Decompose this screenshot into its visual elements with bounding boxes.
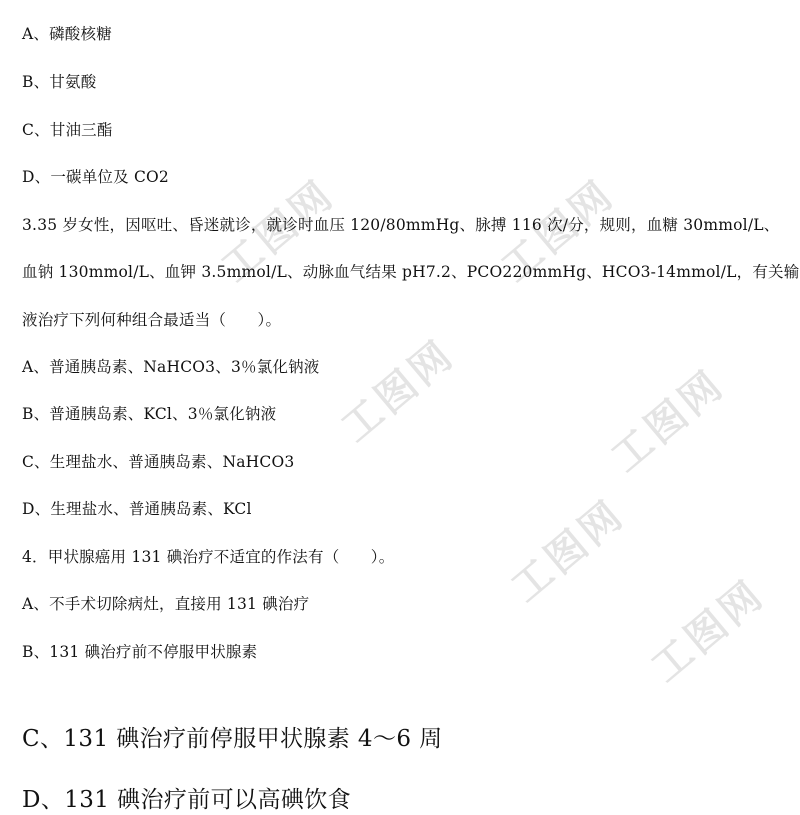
option-c: C、甘油三酯 (22, 121, 113, 139)
watermark: 工图网 (502, 491, 634, 612)
option-d: D、一碳单位及 CO2 (22, 168, 169, 186)
question-4: 4．甲状腺癌用 131 碘治疗不适宜的作法有（ ）。 (22, 548, 395, 566)
question-4-option-d: D、131 碘治疗前可以高碘饮食 (22, 787, 352, 813)
question-3-line-1: 3.35 岁女性，因呕吐、昏迷就诊，就诊时血压 120/80mmHg、脉搏 116 次/分，规则，血糖 30mmol/L、 (22, 216, 780, 234)
watermark: 工图网 (332, 331, 464, 452)
question-4-option-a: A、不手术切除病灶，直接用 131 碘治疗 (22, 595, 310, 613)
watermark: 工图网 (642, 571, 774, 692)
watermark: 工图网 (492, 171, 624, 292)
question-4-option-b: B、131 碘治疗前不停服甲状腺素 (22, 643, 258, 661)
question-4-option-c: C、131 碘治疗前停服甲状腺素 4～6 周 (22, 726, 443, 752)
question-3-line-3: 液治疗下列何种组合最适当（ ）。 (22, 311, 282, 329)
question-3-option-c: C、生理盐水、普通胰岛素、NaHCO3 (22, 453, 295, 471)
watermark: 工图网 (212, 171, 344, 292)
option-b: B、甘氨酸 (22, 73, 97, 91)
question-3-option-b: B、普通胰岛素、KCl、3％氯化钠液 (22, 405, 277, 423)
question-3-line-2: 血钠 130mmol/L、血钾 3.5mmol/L、动脉血气结果 pH7.2、PCO220mmHg、HCO3-14mmol/L，有关输 (22, 263, 800, 281)
question-3-option-d: D、生理盐水、普通胰岛素、KCl (22, 500, 252, 518)
option-a: A、磷酸核糖 (22, 25, 112, 43)
watermark: 工图网 (602, 361, 734, 482)
question-3-option-a: A、普通胰岛素、NaHCO3、3％氯化钠液 (22, 358, 320, 376)
